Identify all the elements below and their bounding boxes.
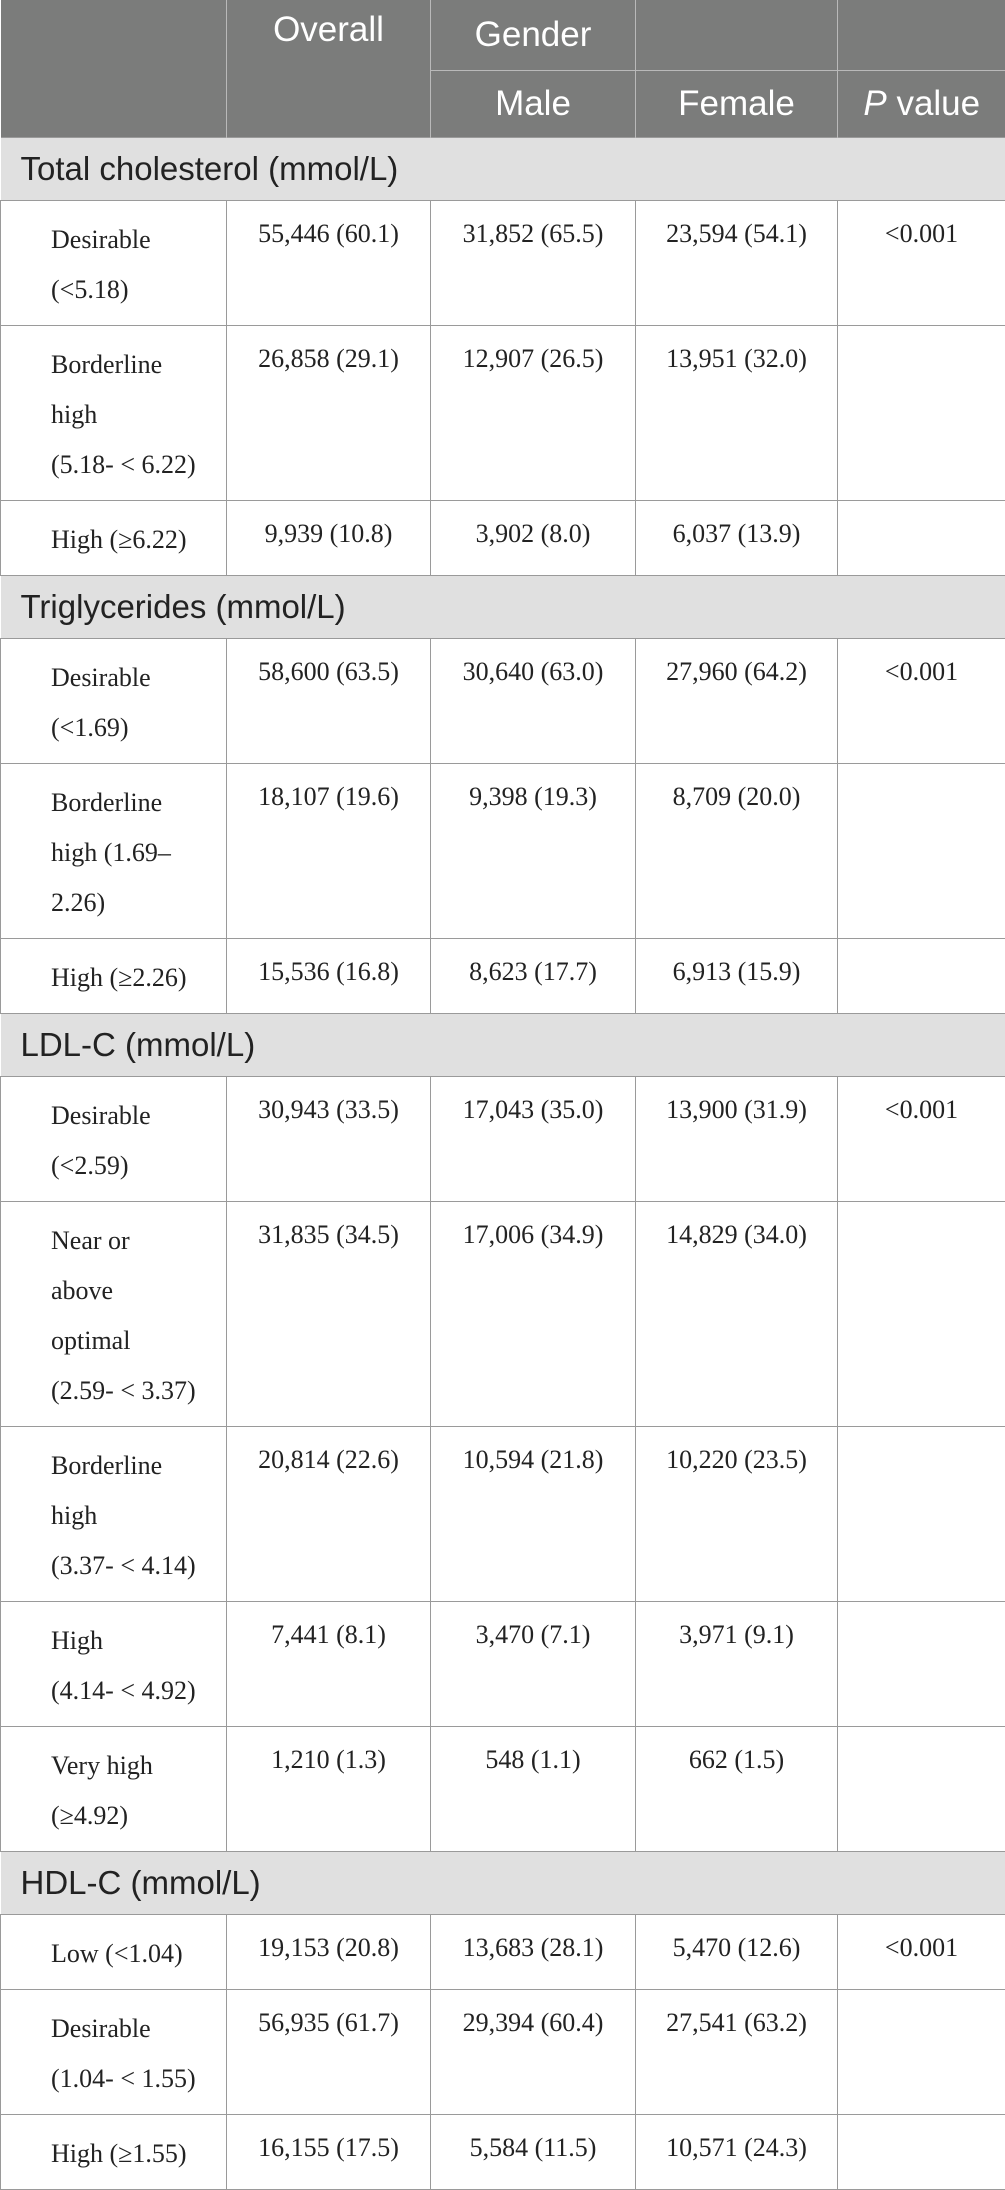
cell-p [838,1915,1005,1990]
cell-male-value: 5,584 (11.5) [439,2129,627,2167]
cell-male [431,1077,636,1202]
cell-male-value: 17,043 (35.0) [439,1091,627,1129]
cell-p-value: <0.001 [846,1091,997,1129]
section-title: Total cholesterol (mmol/L) [1,138,1005,201]
row-label-line: High [51,1616,218,1666]
cell-overall [227,2115,431,2190]
cell-female-value: 3,971 (9.1) [644,1616,829,1654]
section-row [1,576,1005,639]
cell-female [636,764,838,939]
row-label [1,1602,227,1727]
cell-male-value: 10,594 (21.8) [439,1441,627,1479]
cell-male [431,939,636,1014]
header-gender: Gender [431,0,636,71]
cell-male [431,2115,636,2190]
header-p-rest: value [887,84,980,123]
header-p-value [838,71,1005,138]
cell-male-value: 29,394 (60.4) [439,2004,627,2042]
cell-female [636,2115,838,2190]
table-row [1,1077,1005,1202]
cell-female-value: 27,960 (64.2) [644,653,829,691]
cell-female-value: 13,900 (31.9) [644,1091,829,1129]
row-label [1,939,227,1014]
row-label [1,326,227,501]
cell-female-value: 14,829 (34.0) [644,1216,829,1254]
cell-overall [227,764,431,939]
header-blank-female [636,0,838,71]
table-row [1,1990,1005,2115]
cell-male [431,1427,636,1602]
cell-overall [227,1990,431,2115]
cell-female-value: 662 (1.5) [644,1741,829,1779]
cell-overall-value: 56,935 (61.7) [235,2004,422,2042]
row-label [1,1990,227,2115]
row-label [1,1077,227,1202]
cell-overall-value: 1,210 (1.3) [235,1741,422,1779]
cell-overall [227,1915,431,1990]
cell-female [636,1077,838,1202]
cell-female-value: 13,951 (32.0) [644,340,829,378]
cell-female [636,1990,838,2115]
cell-female-value: 10,571 (24.3) [644,2129,829,2167]
row-label-line: Near or [51,1216,218,1266]
cell-overall-value: 26,858 (29.1) [235,340,422,378]
cell-overall [227,1727,431,1852]
cell-male [431,326,636,501]
cell-female [636,1202,838,1427]
row-label-line: (2.59- < 3.37) [51,1366,218,1416]
cell-female [636,1915,838,1990]
row-label [1,1202,227,1427]
cell-overall-value: 58,600 (63.5) [235,653,422,691]
header-blank [1,0,227,138]
cell-overall-value: 55,446 (60.1) [235,215,422,253]
row-label-line: optimal [51,1316,218,1366]
cell-female-value: 27,541 (63.2) [644,2004,829,2042]
row-label-line: 2.26) [51,878,218,928]
cell-p [838,764,1005,939]
row-label [1,1427,227,1602]
cell-overall [227,639,431,764]
cell-female [636,501,838,576]
row-label-line: high [51,390,218,440]
table-row [1,1602,1005,1727]
row-label-line: (3.37- < 4.14) [51,1541,218,1591]
row-label-line: Low (<1.04) [51,1929,218,1979]
cell-male [431,1602,636,1727]
cell-p [838,2115,1005,2190]
cell-p [838,939,1005,1014]
cell-male-value: 31,852 (65.5) [439,215,627,253]
cell-female-value: 6,913 (15.9) [644,953,829,991]
section-row [1,1014,1005,1077]
row-label-line: Very high [51,1741,218,1791]
cell-male [431,1202,636,1427]
cell-overall-value: 9,939 (10.8) [235,515,422,553]
cell-female [636,939,838,1014]
row-label-line: (4.14- < 4.92) [51,1666,218,1716]
cell-male-value: 13,683 (28.1) [439,1929,627,1967]
cell-overall [227,1602,431,1727]
row-label-line: Borderline [51,340,218,390]
header-overall: Overall [227,0,431,138]
section-row [1,138,1005,201]
cell-overall-value: 19,153 (20.8) [235,1929,422,1967]
cell-overall-value: 31,835 (34.5) [235,1216,422,1254]
cell-p [838,501,1005,576]
table-body [1,138,1005,2190]
cell-male [431,764,636,939]
row-label-line: Desirable [51,215,218,265]
cell-p-value: <0.001 [846,653,997,691]
header-female: Female [636,71,838,138]
row-label [1,2115,227,2190]
row-label-line: High (≥2.26) [51,953,218,1003]
row-label-line: (<2.59) [51,1141,218,1191]
row-label-line: Desirable [51,2004,218,2054]
table-row [1,326,1005,501]
cell-male [431,1915,636,1990]
cell-overall-value: 20,814 (22.6) [235,1441,422,1479]
cell-overall [227,1427,431,1602]
cell-male-value: 3,470 (7.1) [439,1616,627,1654]
cell-female [636,1602,838,1727]
cell-p [838,1990,1005,2115]
header-p-letter: P [863,84,886,123]
cell-male [431,201,636,326]
cell-female-value: 5,470 (12.6) [644,1929,829,1967]
table-row [1,764,1005,939]
cell-p [838,1602,1005,1727]
cell-p-value: <0.001 [846,1929,997,1967]
row-label-line: High (≥1.55) [51,2129,218,2179]
table-row [1,2115,1005,2190]
cell-female-value: 8,709 (20.0) [644,778,829,816]
cell-overall-value: 30,943 (33.5) [235,1091,422,1129]
cell-p [838,639,1005,764]
row-label [1,639,227,764]
section-title: HDL-C (mmol/L) [1,1852,1005,1915]
cell-female [636,201,838,326]
cell-male [431,1727,636,1852]
row-label [1,1727,227,1852]
table-row [1,1915,1005,1990]
cell-female [636,326,838,501]
cell-female [636,639,838,764]
row-label-line: Borderline [51,1441,218,1491]
cell-overall [227,1077,431,1202]
row-label-line: Desirable [51,653,218,703]
row-label-line: above [51,1266,218,1316]
cell-overall [227,939,431,1014]
table-row [1,639,1005,764]
cell-male [431,639,636,764]
cell-p [838,201,1005,326]
cell-male [431,501,636,576]
cell-female [636,1727,838,1852]
row-label-line: high (1.69– [51,828,218,878]
cell-female-value: 6,037 (13.9) [644,515,829,553]
header-row-1 [1,0,1005,71]
cell-p [838,1727,1005,1852]
cell-male [431,1990,636,2115]
cell-overall-value: 16,155 (17.5) [235,2129,422,2167]
cell-p [838,326,1005,501]
cell-p [838,1202,1005,1427]
cell-male-value: 9,398 (19.3) [439,778,627,816]
row-label-line: (1.04- < 1.55) [51,2054,218,2104]
cell-overall-value: 18,107 (19.6) [235,778,422,816]
header-blank-p [838,0,1005,71]
cell-overall [227,501,431,576]
row-label-line: high [51,1491,218,1541]
row-label-line: (<1.69) [51,703,218,753]
cell-male-value: 30,640 (63.0) [439,653,627,691]
cell-female [636,1427,838,1602]
table-row [1,939,1005,1014]
cell-overall-value: 7,441 (8.1) [235,1616,422,1654]
table-row [1,201,1005,326]
section-row [1,1852,1005,1915]
table-row [1,1202,1005,1427]
cell-p [838,1077,1005,1202]
cell-overall-value: 15,536 (16.8) [235,953,422,991]
cell-male-value: 17,006 (34.9) [439,1216,627,1254]
table-row [1,501,1005,576]
cell-female-value: 23,594 (54.1) [644,215,829,253]
table-row [1,1427,1005,1602]
cell-female-value: 10,220 (23.5) [644,1441,829,1479]
cell-overall [227,201,431,326]
row-label-line: (5.18- < 6.22) [51,440,218,490]
row-label [1,201,227,326]
cell-male-value: 12,907 (26.5) [439,340,627,378]
cell-overall [227,326,431,501]
section-title: LDL-C (mmol/L) [1,1014,1005,1077]
cell-p-value: <0.001 [846,215,997,253]
section-title: Triglycerides (mmol/L) [1,576,1005,639]
row-label-line: High (≥6.22) [51,515,218,565]
table-row [1,1727,1005,1852]
row-label-line: (<5.18) [51,265,218,315]
row-label [1,1915,227,1990]
cell-male-value: 3,902 (8.0) [439,515,627,553]
row-label [1,764,227,939]
row-label-line: (≥4.92) [51,1791,218,1841]
row-label-line: Desirable [51,1091,218,1141]
row-label-line: Borderline [51,778,218,828]
cell-p [838,1427,1005,1602]
cell-overall [227,1202,431,1427]
cell-male-value: 8,623 (17.7) [439,953,627,991]
row-label [1,501,227,576]
cell-male-value: 548 (1.1) [439,1741,627,1779]
header-male: Male [431,71,636,138]
